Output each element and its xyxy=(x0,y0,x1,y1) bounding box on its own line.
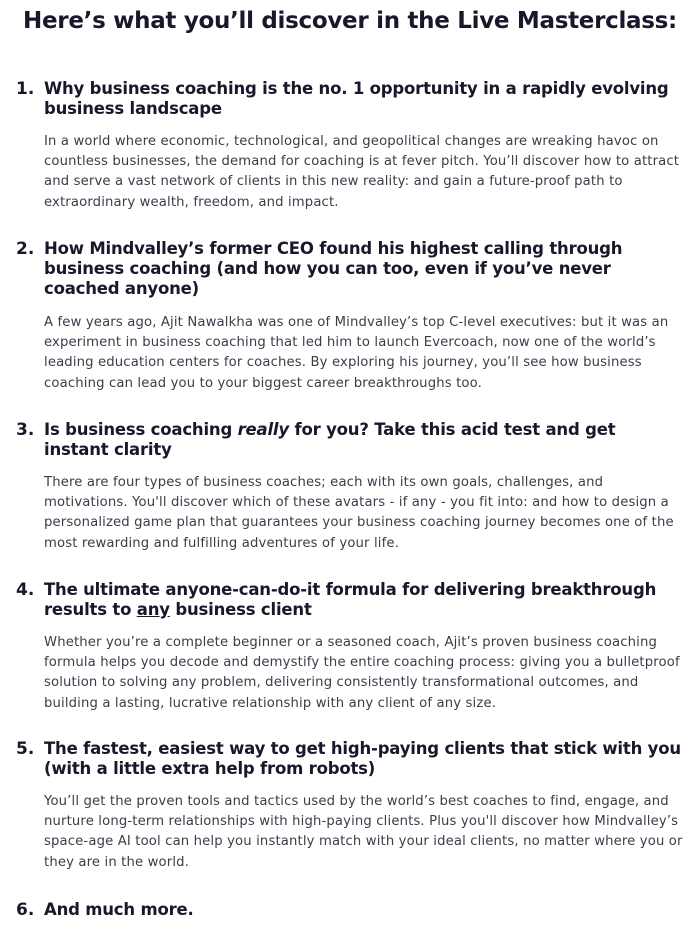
item-heading xyxy=(44,580,684,620)
item-number: 6. xyxy=(16,900,35,920)
item-heading xyxy=(44,420,684,460)
item-description: Whether you’re a complete beginner or a seasoned coach, Ajit’s proven business coaching formula helps you decode and demystify the entire coaching process: giving you a bulletproof solution to solving any problem, delivering consistently transformational outcomes, and building a lasting, lucrative relationship with any client of any size. xyxy=(44,635,680,711)
item-description: There are four types of business coaches; each with its own goals, challenges, and motivations. You'll discover which of these avatars - if any - you fit into: and how to design a personalized game plan that guarantees your business coaching journey becomes one of the most rewarding and fulfilling adventures of your life. xyxy=(44,475,674,551)
item-number: 1. xyxy=(16,79,35,99)
heading-text: business client xyxy=(169,600,312,619)
heading-text: The ultimate anyone-can-do-it formula for delivering breakthrough results to xyxy=(44,580,657,619)
heading-text: for you? Take this acid test and get instant clarity xyxy=(44,420,616,459)
page-title: Here’s what you’ll discover in the Live Masterclass: xyxy=(23,8,677,34)
item-number: 4. xyxy=(16,580,35,600)
item-heading: The fastest, easiest way to get high-paying clients that stick with you (with a little extra help from robots) xyxy=(44,739,681,778)
emphasis-text: really xyxy=(237,420,289,439)
item-description: A few years ago, Ajit Nawalkha was one of Mindvalley’s top C-level executives: but it was an experiment in business coaching that led him to launch Evercoach, now one of the world’s leading education centers for coaches. By exploring his journey, you’ll see how business coaching can lead you to your biggest career breakthroughs too. xyxy=(44,315,669,391)
item-heading: How Mindvalley’s former CEO found his highest calling through business coaching (and how you can too, even if you’ve never coached anyone) xyxy=(44,239,623,298)
item-description: In a world where economic, technological, and geopolitical changes are wreaking havoc on countless businesses, the demand for coaching is at fever pitch. You’ll discover how to attract and serve a vast network of clients in this new reality: and gain a future-proof path to extraordinary wealth, freedom, and impact. xyxy=(44,134,680,210)
item-number: 2. xyxy=(16,239,35,259)
item-number: 5. xyxy=(16,739,35,759)
item-heading: Why business coaching is the no. 1 opportunity in a rapidly evolving business landscape xyxy=(44,79,669,118)
item-heading: And much more. xyxy=(44,900,194,919)
underlined-text: any xyxy=(136,600,170,619)
item-number: 3. xyxy=(16,420,35,440)
heading-text: Is business coaching xyxy=(44,420,238,439)
item-description: You’ll get the proven tools and tactics used by the world’s best coaches to find, engage, and nurture long-term relationships with high-paying clients. Plus you'll discover how Mindvalley’s space-age AI tool can help you instantly match with your ideal clients, no matter where you or they are in the world. xyxy=(44,794,683,870)
